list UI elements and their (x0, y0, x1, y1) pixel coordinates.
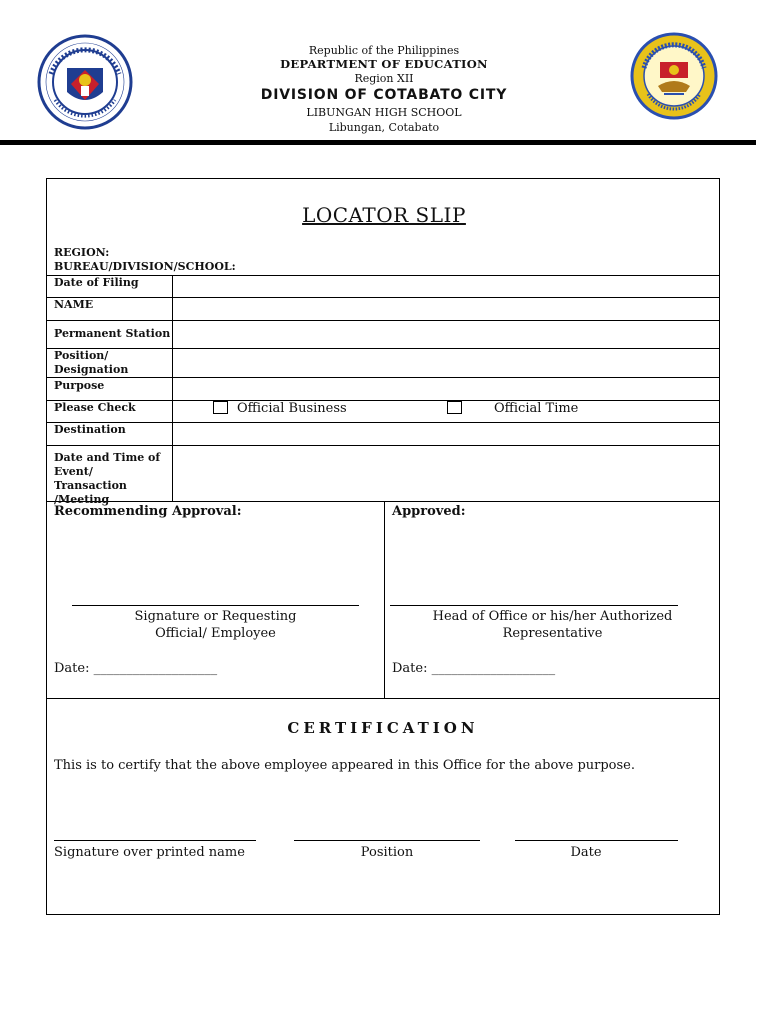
approved-date: Date: ___________________ (392, 661, 556, 676)
recommending-sig-caption-2: Official/ Employee (155, 626, 276, 641)
date-time-event-label: Date and Time of Event/ Transaction /Meeting (54, 451, 161, 506)
official-time-checkbox[interactable] (447, 401, 462, 414)
approved-signature-line (390, 605, 678, 606)
destination-label: Destination (54, 423, 126, 436)
please-check-label: Please Check (54, 401, 136, 414)
form-title: LOCATOR SLIP (302, 203, 466, 227)
approved-sig-caption-2: Representative (502, 626, 603, 641)
position-designation-label: Position/ Designation (54, 349, 129, 376)
permanent-station-field[interactable] (173, 321, 719, 348)
position-signature-line (294, 840, 480, 841)
header-republic: Republic of the Philippines (308, 44, 460, 57)
region-label: REGION: (54, 246, 110, 259)
recommending-sig-caption-1: Signature or Requesting (134, 609, 297, 624)
header-school: LIBUNGAN HIGH SCHOOL (306, 106, 462, 119)
row-divider (47, 698, 719, 699)
locator-slip-form (46, 178, 720, 915)
date-of-filing-label: Date of Filing (54, 276, 139, 289)
destination-field[interactable] (173, 423, 719, 445)
permanent-station-label: Permanent Station (54, 327, 171, 340)
official-business-label: Official Business (237, 401, 347, 416)
purpose-label: Purpose (54, 379, 105, 392)
recommending-date: Date: ___________________ (54, 661, 218, 676)
certification-title: CERTIFICATION (287, 719, 479, 737)
name-label: NAME (54, 298, 94, 311)
school-seal-logo (630, 32, 718, 120)
date-time-event-field[interactable] (173, 446, 719, 501)
recommending-signature-line (72, 605, 359, 606)
bureau-label: BUREAU/DIVISION/SCHOOL: (54, 260, 236, 273)
printed-name-caption: Signature over printed name (54, 845, 245, 860)
name-field[interactable] (173, 298, 719, 320)
position-designation-field[interactable] (173, 349, 719, 377)
position-caption: Position (360, 845, 414, 860)
printed-name-signature-line (54, 840, 256, 841)
certification-text: This is to certify that the above employee appeared in this Office for the above purpose. (54, 758, 636, 773)
approved-sig-caption-1: Head of Office or his/her Authorized (432, 609, 673, 624)
date-caption: Date (570, 845, 602, 860)
row-divider (47, 400, 719, 401)
header-divider (0, 140, 756, 145)
official-time-label: Official Time (494, 401, 579, 416)
date-signature-line (515, 840, 678, 841)
recommending-approval-label: Recommending Approval: (54, 504, 242, 519)
approval-divider (384, 501, 385, 698)
header-location: Libungan, Cotabato (328, 121, 440, 134)
header-region: Region XII (354, 72, 414, 85)
date-of-filing-field[interactable] (173, 276, 719, 297)
purpose-field[interactable] (173, 378, 719, 400)
header-department: DEPARTMENT OF EDUCATION (280, 57, 488, 71)
official-business-checkbox[interactable] (213, 401, 228, 414)
approved-label: Approved: (392, 504, 466, 519)
header-division: DIVISION OF COTABATO CITY (260, 87, 508, 103)
